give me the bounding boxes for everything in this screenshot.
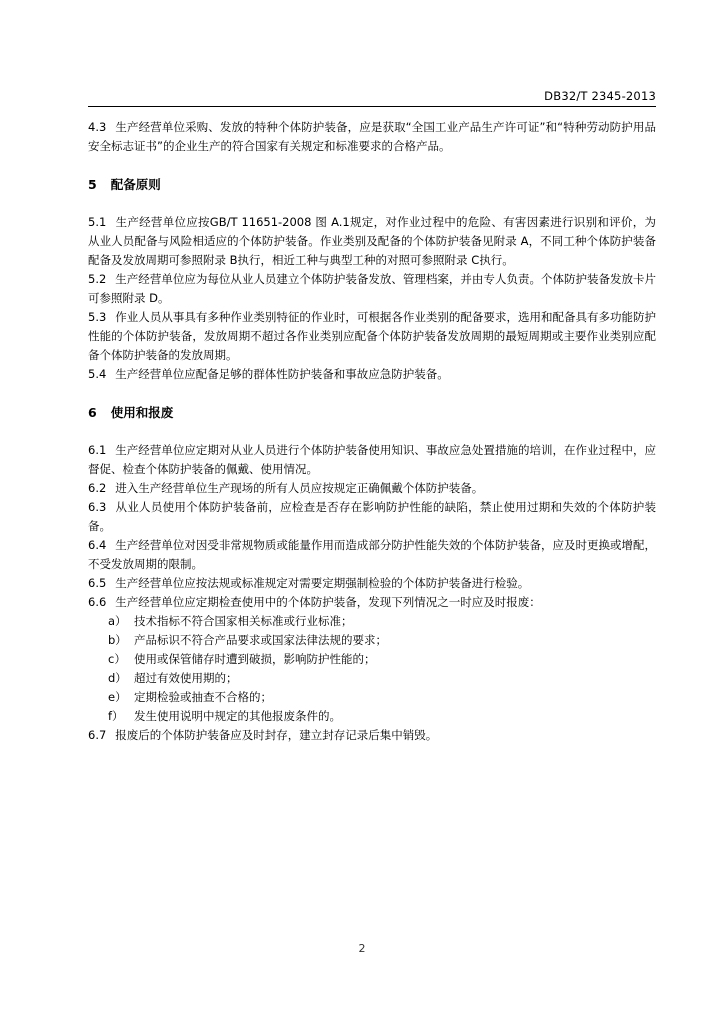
- clause-6-4: [88, 536, 656, 574]
- header-rule: [88, 106, 656, 107]
- list-item-label: e）: [108, 690, 127, 704]
- list-item-label: d）: [108, 671, 127, 685]
- clause-5-4: [88, 365, 656, 384]
- clause-6-5: [88, 574, 656, 593]
- document-body: [88, 118, 656, 745]
- clause-text: 生产经营单位采购、发放的特种个体防护装备，应是获取“全国工业产品生产许可证”和“特种劳动防护用品安全标志证书”的企业生产的符合国家有关规定和标准要求的合格产品。: [88, 120, 656, 153]
- clause-text: 生产经营单位应为每位从业人员建立个体防护装备发放、管理档案，并由专人负责。个体防护装备发放卡片可参照附录 D。: [88, 272, 656, 305]
- list-item: [88, 669, 656, 688]
- clause-number: 6.3: [88, 500, 107, 514]
- clause-text: 生产经营单位应配备足够的群体性防护装备和事故应急防护装备。: [115, 367, 449, 381]
- list-item-label: c）: [108, 652, 126, 666]
- list-item: [88, 612, 656, 631]
- clause-text: 生产经营单位对因受非常规物质或能量作用而造成部分防护性能失效的个体防护装备，应及时更换或增配，不受发放周期的限制。: [88, 538, 656, 571]
- list-item-text: 使用或保管储存时遭到破损，影响防护性能的；: [134, 652, 376, 666]
- clause-number: 5.2: [88, 272, 107, 286]
- list-item: [88, 688, 656, 707]
- list-item-text: 发生使用说明中规定的其他报废条件的。: [134, 709, 341, 723]
- clause-number: 6.2: [88, 481, 107, 495]
- clause-number: 6.1: [88, 443, 107, 457]
- list-item-label: f）: [108, 709, 124, 723]
- list-item-text: 超过有效使用期的；: [134, 671, 238, 685]
- section-5-heading: [88, 175, 656, 194]
- list-item: [88, 631, 656, 650]
- clause-6-2: [88, 479, 656, 498]
- document-code: DB32/T 2345-2013: [544, 89, 656, 103]
- section-title: 使用和报废: [110, 405, 174, 420]
- clause-5-3: [88, 308, 656, 365]
- clause-text: 报废后的个体防护装备应及时封存，建立封存记录后集中销毁。: [115, 728, 438, 742]
- section-6-heading: [88, 403, 656, 422]
- page-number: 2: [358, 942, 366, 955]
- clause-6-6: [88, 593, 656, 612]
- clause-number: 5.3: [88, 310, 107, 324]
- list-item-text: 定期检验或抽查不合格的；: [134, 690, 272, 704]
- section-title: 配备原则: [110, 177, 161, 192]
- list-item-text: 技术指标不符合国家相关标准或行业标准；: [134, 614, 353, 628]
- clause-6-7: [88, 726, 656, 745]
- list-item: [88, 650, 656, 669]
- clause-text: 生产经营单位应按GB/T 11651-2008 图 A.1规定，对作业过程中的危险、有害因素进行识别和评价，为从业人员配备与风险相适应的个体防护装备。作业类别及配备的个体防护装备见附录 A，不同工种个体防护装备配备及发放周期可参照附录 B执行，相近工种与典型工种的对照可参照附录 C执行。: [88, 215, 656, 267]
- list-item-label: a）: [108, 614, 127, 628]
- clause-5-2: [88, 270, 656, 308]
- clause-text: 生产经营单位应按法规或标准规定对需要定期强制检验的个体防护装备进行检验。: [115, 576, 530, 590]
- section-number: 6: [88, 405, 97, 420]
- clause-number: 4.3: [88, 120, 107, 134]
- clause-text: 作业人员从事具有多种作业类别特征的作业时，可根据各作业类别的配备要求，选用和配备具有多功能防护性能的个体防护装备，发放周期不超过各作业类别应配备个体防护装备发放周期的最短周期或主要作业类别应配备个体防护装备的发放周期。: [88, 310, 656, 362]
- clause-text: 从业人员使用个体防护装备前，应检查是否存在影响防护性能的缺陷，禁止使用过期和失效的个体防护装备。: [88, 500, 656, 533]
- clause-number: 6.7: [88, 728, 107, 742]
- clause-text: 进入生产经营单位生产现场的所有人员应按规定正确佩戴个体防护装备。: [115, 481, 484, 495]
- clause-6-1: [88, 441, 656, 479]
- section-number: 5: [88, 177, 97, 192]
- clause-number: 5.1: [88, 215, 107, 229]
- list-item-label: b）: [108, 633, 127, 647]
- clause-6-3: [88, 498, 656, 536]
- clause-text: 生产经营单位应定期对从业人员进行个体防护装备使用知识、事故应急处置措施的培训，在作业过程中，应督促、检查个体防护装备的佩戴、使用情况。: [88, 443, 656, 476]
- clause-5-1: [88, 213, 656, 270]
- list-item-text: 产品标识不符合产品要求或国家法律法规的要求；: [134, 633, 387, 647]
- clause-text: 生产经营单位应定期检查使用中的个体防护装备，发现下列情况之一时应及时报废：: [115, 595, 541, 609]
- clause-number: 5.4: [88, 367, 107, 381]
- clause-4-3: [88, 118, 656, 156]
- clause-number: 6.5: [88, 576, 107, 590]
- clause-number: 6.4: [88, 538, 107, 552]
- clause-number: 6.6: [88, 595, 107, 609]
- list-item: [88, 707, 656, 726]
